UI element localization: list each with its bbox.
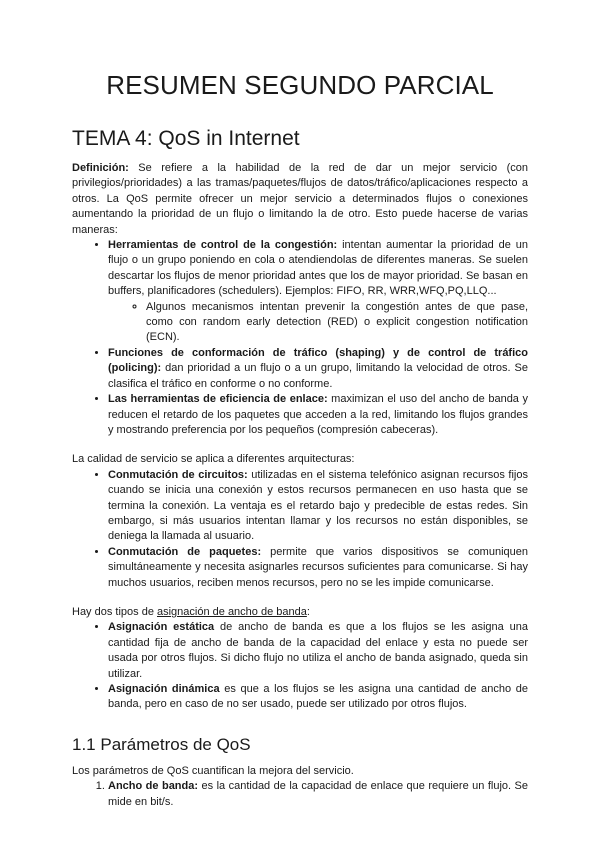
document-title: RESUMEN SEGUNDO PARCIAL <box>106 70 494 100</box>
architectures-list <box>72 468 528 591</box>
list-item <box>108 238 528 346</box>
architectures-intro: La calidad de servicio se aplica a diferentes arquitecturas: <box>72 453 355 466</box>
item-label: Herramientas de control de la congestión: <box>108 239 338 252</box>
item-text: es la cantidad de la capacidad de enlace que requiere un flujo. Se mide en bit/s. <box>108 780 528 808</box>
item-label: Conmutación de circuitos: <box>108 468 248 481</box>
definition-label: Definición: <box>72 162 129 174</box>
item-label: Funciones de conformación de tráfico (shaping) y de control de tráfico (policing): <box>108 346 528 375</box>
section-intro: Los parámetros de QoS cuantifican la mejora del servicio. <box>72 764 354 777</box>
list-item <box>108 468 528 545</box>
list-item <box>108 682 528 713</box>
item-text: intentan aumentar la prioridad de un flujo o un grupo poniendo en cola o atendiendolas de diferentes maneras. Se suelen descartar los flujos de menor prioridad antes que los de mayor prioridad. Se basan en buffers, planificadores (schedulers). Ejemplos: FIFO, RR, WRR,WFQ,PQ,LLQ... <box>108 239 528 298</box>
section-heading: 1.1 Parámetros de QoS <box>72 734 251 754</box>
list-item <box>108 545 528 591</box>
item-text: permite que varios dispositivos se comuniquen simultáneamente y necesita asignarles recursos suficientes para comunicarse. Si hay muchos usuarios, reciben menos recursos, pero no se les impide comunicarse. <box>108 545 528 589</box>
definition-text: Se refiere a la habilidad de la red de dar un mejor servicio (con privilegios/prioridades) a las tramas/paquetes/flujos de datos/tráfico/aplicaciones respecto a otros. La QoS permite ofrecer un mejor servicio a determinados flujos o conexiones aumentando la prioridad de un flujo o limitando la de otro. Esto puede hacerse de varias maneras: <box>72 162 528 236</box>
item-text: de ancho de banda es que a los flujos se les asigna una cantidad fija de ancho de banda de la capacidad del enlace y esta no puede ser usada por otros flujos. Si dicho flujo no utiliza el ancho de banda asignado, queda sin utilizar. <box>108 621 528 680</box>
tools-list <box>72 238 528 438</box>
item-label: Las herramientas de eficiencia de enlace: <box>108 393 328 406</box>
bandwidth-intro-underlined: asignación de ancho de banda <box>157 605 307 618</box>
sub-list-item: ◦ Algunos mecanismos intentan prevenir la congestión antes de que pase, como con random early detection (RED) o explicit congestion notification (ECN). <box>146 300 528 346</box>
item-text: es que a los flujos se les asigna una cantidad de ancho de banda, pero en caso de no ser usado, puede ser utilizado por otros flujos. <box>108 683 528 711</box>
item-label: Conmutación de paquetes: <box>108 545 262 558</box>
item-text: utilizadas en el sistema telefónico asignan recursos fijos cuando se inicia una conexión y estos recursos permanecen en uso hasta que se termina la conexión. La ventaja es el retardo bajo y predecible de estas redes. Sin embargo, si más usuarios intentan llamar y los recursos no están disponibles, se deniega la llamada al usuario. <box>108 468 528 543</box>
list-item <box>108 620 528 682</box>
list-item <box>108 392 528 438</box>
list-item <box>108 779 528 810</box>
item-text: maximizan el uso del ancho de banda y reducen el retardo de los paquetes que acceden a la red, limitando los flujos grandes y mostrando preferencia por los pequeños (compresión cabeceras). <box>108 393 528 436</box>
sub-list <box>108 300 528 346</box>
bandwidth-intro-text: Hay dos tipos de <box>72 605 157 618</box>
bandwidth-intro-colon: : <box>306 605 310 618</box>
item-label: Asignación estática <box>108 621 215 634</box>
item-label: Asignación dinámica <box>108 683 220 695</box>
topic-heading: TEMA 4: QoS in Internet <box>72 127 300 150</box>
list-item <box>108 346 528 392</box>
parameters-list <box>72 779 528 810</box>
definition-paragraph <box>72 161 528 238</box>
bandwidth-list <box>72 620 528 712</box>
item-text: dan prioridad a un flujo o a un grupo, limitando la velocidad de otros. Se clasifica el tráfico en conforme o no conforme. <box>108 362 528 390</box>
item-label: Ancho de banda: <box>108 780 199 793</box>
bandwidth-intro <box>72 605 528 620</box>
